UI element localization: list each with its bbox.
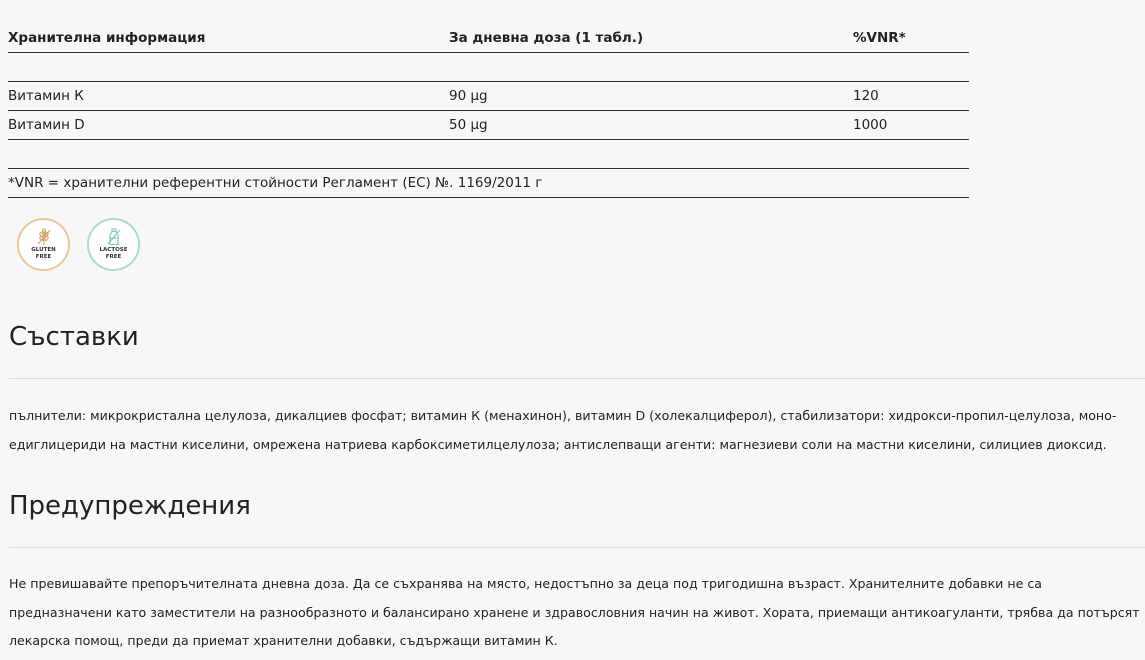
table-cell: 50 µg: [449, 111, 853, 140]
table-spacer-row: [8, 53, 969, 82]
table-cell: 120: [853, 82, 969, 111]
table-note-row: [8, 169, 969, 198]
certification-badges: [17, 218, 140, 271]
ingredients-text: пълнители: микрокристална целулоза, дикалциев фосфат; витамин К (менахинон), витамин D (холекалциферол), стабилизатори: хидрокси-пропил-целулоза, моно- едиглицериди на мастни киселини, омрежена натриева карбоксиметилцелулоза; антислепващи агенти: магнезиеви соли на мастни киселини, силициев диоксид.: [9, 408, 1117, 452]
table-spacer-row: [8, 140, 969, 169]
nutrition-table: [8, 24, 969, 198]
gluten-free-badge: [17, 218, 70, 271]
table-header-cell: За дневна доза (1 табл.): [449, 24, 853, 53]
table-row: [8, 111, 969, 140]
section-divider: [9, 378, 1145, 379]
wheat-icon: [36, 228, 52, 246]
lactose-free-badge: [87, 218, 140, 271]
table-header-cell: %VNR*: [853, 24, 969, 53]
table-cell: Витамин К: [8, 82, 449, 111]
section-divider: [9, 547, 1145, 548]
vnr-note: *VNR = хранителни референтни стойности Регламент (ЕС) №. 1169/2011 г: [8, 169, 969, 198]
badge-label-line2: FREE: [105, 254, 122, 260]
table-header-cell: Хранителна информация: [8, 24, 449, 53]
table-cell: 1000: [853, 111, 969, 140]
table-row: [8, 82, 969, 111]
ingredients-heading: Съставки: [9, 322, 139, 352]
warnings-text: Не превишавайте препоръчителната дневна доза. Да се съхранява на място, недостъпно за деца под тригодишна възраст. Хранителните добавки не са предназначени като заместители на разнообразното и балансирано хранене и здравословния начин на живот. Хората, приемащи антикоагуланти, трябва да потърсят лекарска помощ, преди да приемат хранителни добавки, съдържащи витамин К.: [9, 576, 1140, 648]
table-cell: Витамин D: [8, 111, 449, 140]
milk-bottle-icon: [107, 228, 121, 246]
table-header-row: [8, 24, 969, 53]
table-cell: 90 µg: [449, 82, 853, 111]
badge-label-line1: GLUTEN: [31, 247, 56, 253]
badge-label-line2: FREE: [35, 254, 52, 260]
warnings-heading: Предупреждения: [9, 491, 251, 521]
badge-label-line1: LACTOSE: [99, 247, 128, 253]
